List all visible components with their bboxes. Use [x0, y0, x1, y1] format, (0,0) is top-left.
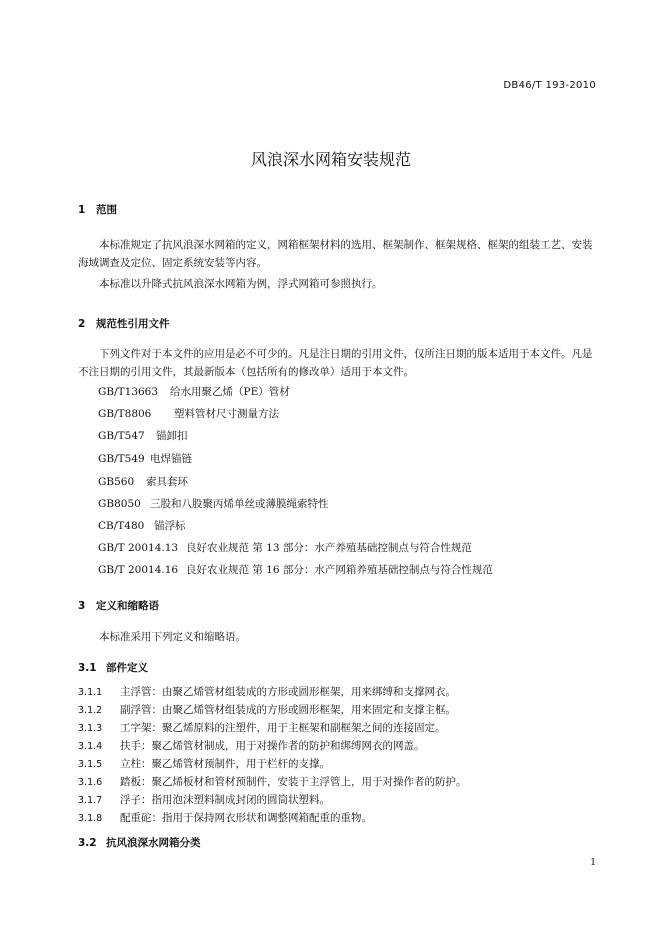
page-number: 1 — [590, 858, 596, 868]
definition-item — [78, 756, 330, 771]
definition-text: 副浮管：由聚乙烯管材组装成的方形或圆形框架，用来固定和支撑主框。 — [120, 704, 456, 716]
scope-paragraph-1: 本标准规定了抗风浪深水网箱的定义，网箱框架材料的选用、框架制作、框架规格、框架的组装工艺、安装海域调查及定位、固定系统安装等内容。 — [78, 239, 593, 269]
section-title: 规范性引用文件 — [96, 318, 170, 330]
definition-text: 扶手：聚乙烯管材制成，用于对操作者的防护和绑缚网衣的网盖。 — [120, 740, 425, 752]
reference-code: GB8050 — [98, 498, 141, 510]
reference-code: GB/T547 — [98, 430, 145, 442]
reference-item — [98, 451, 192, 466]
definition-item — [78, 738, 425, 753]
reference-code: GB/T 20014.16 — [98, 564, 179, 576]
definitions-intro: 本标准采用下列定义和缩略语。 — [99, 631, 246, 643]
definition-number: 3.1.7 — [78, 795, 103, 806]
definition-item — [78, 792, 330, 807]
section-number: 3 — [78, 600, 86, 612]
definition-text: 浮子：指用泡沫塑料制成封闭的圆筒状塑料。 — [120, 794, 330, 806]
subsection-3-1-heading — [78, 660, 148, 675]
subsection-3-2-heading — [78, 835, 201, 850]
definition-item — [78, 684, 456, 699]
section-2-heading — [78, 316, 170, 331]
scope-paragraph-2: 本标准以升降式抗风浪深水网箱为例，浮式网箱可参照执行。 — [99, 278, 383, 290]
section-1-heading — [78, 202, 117, 217]
normative-refs-intro: 下列文件对于本文件的应用是必不可少的。凡是注日期的引用文件，仅所注日期的版本适用于本文件。凡是不注日期的引用文件，其最新版本（包括所有的修改单）适用于本文件。 — [78, 348, 593, 378]
definition-item — [78, 774, 467, 789]
reference-item — [98, 474, 188, 489]
document-code: DB46/T 193-2010 — [503, 80, 596, 91]
definition-number: 3.1.6 — [78, 777, 103, 788]
section-title: 范围 — [96, 204, 117, 216]
definition-text: 主浮管：由聚乙烯管材组装成的方形或圆形框架，用来绑缚和支撑网衣。 — [120, 686, 456, 698]
reference-item — [98, 428, 188, 443]
document-title: 风浪深水网箱安装规范 — [250, 150, 411, 169]
reference-item — [98, 562, 493, 577]
reference-title: 给水用聚乙烯（PE）管材 — [170, 386, 290, 398]
section-number: 1 — [78, 204, 86, 216]
definition-number: 3.1.1 — [78, 687, 103, 698]
definition-text: 工字架：聚乙烯原料的注塑件，用于主框架和副框架之间的连接固定。 — [120, 722, 446, 734]
reference-title: 电焊锚链 — [150, 453, 192, 465]
reference-title: 锚浮标 — [154, 520, 186, 532]
subsection-number: 3.2 — [78, 837, 97, 849]
reference-title: 良好农业规范 第 13 部分：水产养殖基础控制点与符合性规范 — [186, 542, 472, 554]
definition-text: 踏板：聚乙烯板材和管材预制件，安装于主浮管上，用于对操作者的防护。 — [120, 776, 467, 788]
reference-code: GB/T549 — [98, 453, 145, 465]
reference-code: GB560 — [98, 476, 135, 488]
reference-title: 索具套环 — [146, 476, 188, 488]
definition-number: 3.1.2 — [78, 705, 103, 716]
definition-item — [78, 702, 456, 717]
definition-number: 3.1.4 — [78, 741, 103, 752]
reference-item — [98, 496, 329, 511]
section-3-heading — [78, 598, 159, 613]
reference-code: GB/T8806 — [98, 408, 152, 420]
definition-item — [78, 720, 446, 735]
reference-title: 塑料管材尺寸测量方法 — [174, 408, 279, 420]
subsection-title: 部件定义 — [106, 662, 148, 674]
definition-text: 立柱：聚乙烯管材预制件，用于栏杆的支撑。 — [120, 758, 330, 770]
reference-item — [98, 518, 186, 533]
reference-code: GB/T 20014.13 — [98, 542, 179, 554]
subsection-number: 3.1 — [78, 662, 97, 674]
definition-item — [78, 810, 372, 825]
definition-number: 3.1.3 — [78, 723, 103, 734]
subsection-title: 抗风浪深水网箱分类 — [106, 837, 201, 849]
reference-title: 良好农业规范 第 16 部分：水产网箱养殖基础控制点与符合性规范 — [186, 564, 493, 576]
reference-item — [98, 384, 290, 399]
reference-title: 三股和八股聚丙烯单丝或薄膜绳索特性 — [150, 498, 329, 510]
definition-number: 3.1.8 — [78, 813, 103, 824]
definition-number: 3.1.5 — [78, 759, 103, 770]
reference-item — [98, 540, 472, 555]
section-title: 定义和缩略语 — [96, 600, 159, 612]
reference-item — [98, 406, 279, 421]
reference-title: 锚卸扣 — [156, 430, 188, 442]
reference-code: GB/T13663 — [98, 386, 159, 398]
reference-code: CB/T480 — [98, 520, 145, 532]
definition-text: 配重砣：指用于保持网衣形状和调整网箱配重的重物。 — [120, 812, 372, 824]
section-number: 2 — [78, 318, 86, 330]
